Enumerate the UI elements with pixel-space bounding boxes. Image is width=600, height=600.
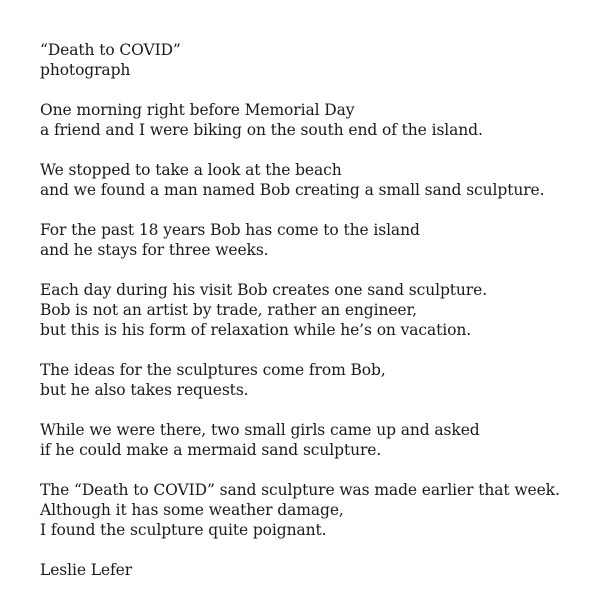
paragraph <box>40 220 580 260</box>
signature-block <box>40 560 580 580</box>
paragraph-line: We stopped to take a look at the beach <box>40 161 342 179</box>
paragraph-line: if he could make a mermaid sand sculpture. <box>40 441 382 459</box>
paragraph-line: One morning right before Memorial Day <box>40 101 355 119</box>
paragraph-line: but this is his form of relaxation while he’s on vacation. <box>40 321 472 339</box>
paragraph-line: Bob is not an artist by trade, rather an engineer, <box>40 301 417 319</box>
paragraph-line: The ideas for the sculptures come from Bob, <box>40 361 386 379</box>
paragraph-line: While we were there, two small girls came up and asked <box>40 421 480 439</box>
paragraph-line: but he also takes requests. <box>40 381 249 399</box>
paragraph-line: and he stays for three weeks. <box>40 241 269 259</box>
title-block <box>40 40 580 80</box>
paragraph-line: Although it has some weather damage, <box>40 501 344 519</box>
paragraph-line: a friend and I were biking on the south end of the island. <box>40 121 483 139</box>
paragraph-line: For the past 18 years Bob has come to the island <box>40 221 420 239</box>
paragraph-line: Each day during his visit Bob creates one sand sculpture. <box>40 281 488 299</box>
author-name: Leslie Lefer <box>40 561 133 579</box>
paragraph <box>40 420 580 460</box>
paragraph <box>40 280 580 340</box>
paragraph <box>40 360 580 400</box>
document-body <box>40 40 580 600</box>
paragraph-line: and we found a man named Bob creating a small sand sculpture. <box>40 181 545 199</box>
artwork-title: “Death to COVID” <box>40 41 181 59</box>
paragraph-line: The “Death to COVID” sand sculpture was made earlier that week. <box>40 481 560 499</box>
artwork-medium: photograph <box>40 61 131 79</box>
paragraph-line: I found the sculpture quite poignant. <box>40 521 327 539</box>
paragraph <box>40 100 580 140</box>
paragraph <box>40 480 580 540</box>
paragraph <box>40 160 580 200</box>
